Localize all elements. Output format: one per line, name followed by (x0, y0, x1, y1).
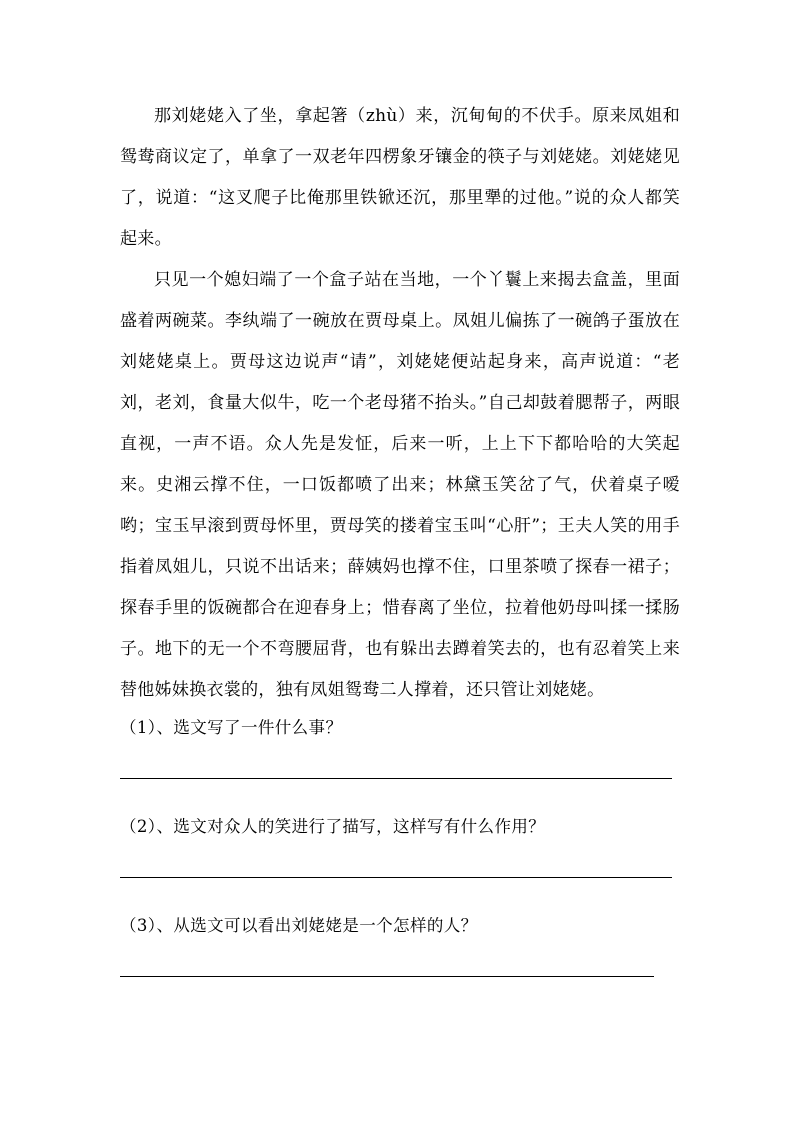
passage-paragraph-1: 那刘姥姥入了坐，拿起箸（zhù）来，沉甸甸的不伏手。原来凤姐和鸳鸯商议定了，单拿了一双老年四楞象牙镶金的筷子与刘姥姥。刘姥姥见了，说道：“这叉爬子比俺那里铁锨还沉，那里犟的过他。”说的众人都笑起来。 (120, 106, 680, 249)
passage-paragraph-2: 只见一个媳妇端了一个盒子站在当地，一个丫鬟上来揭去盒盖，里面盛着两碗菜。李纨端了一碗放在贾母桌上。凤姐儿偏拣了一碗鸽子蛋放在刘姥姥桌上。贾母这边说声“请”，刘姥姥便站起身来，高声说道：“老刘，老刘，食量大似牛，吃一个老母猪不抬头。”自己却鼓着腮帮子，两眼直视，一声不语。众人先是发怔，后来一听，上上下下都哈哈的大笑起来。史湘云撑不住，一口饭都喷了出来；林黛玉笑岔了气，伏着桌子嗳哟；宝玉早滚到贾母怀里，贾母笑的搂着宝玉叫“心肝”；王夫人笑的用手指着凤姐儿，只说不出话来；薛姨妈也撑不住，口里茶喷了探春一裙子；探春手里的饭碗都合在迎春身上；惜春离了坐位，拉着他奶母叫揉一揉肠子。地下的无一个不弯腰屈背，也有躲出去蹲着笑去的，也有忍着笑上来替他姊妹换衣裳的，独有凤姐鸳鸯二人撑着，还只管让刘姥姥。 (120, 270, 680, 700)
question-1: （1）、选文写了一件什么事？ (120, 718, 343, 737)
answer-line-3 (120, 975, 654, 977)
document-page (120, 96, 680, 977)
question-3: （3）、从选文可以看出刘姥姥是一个怎样的人？ (120, 916, 478, 935)
question-2: （2）、选文对众人的笑进行了描写，这样写有什么作用？ (120, 817, 546, 836)
answer-line-1 (120, 777, 672, 779)
answer-line-2 (120, 876, 672, 878)
